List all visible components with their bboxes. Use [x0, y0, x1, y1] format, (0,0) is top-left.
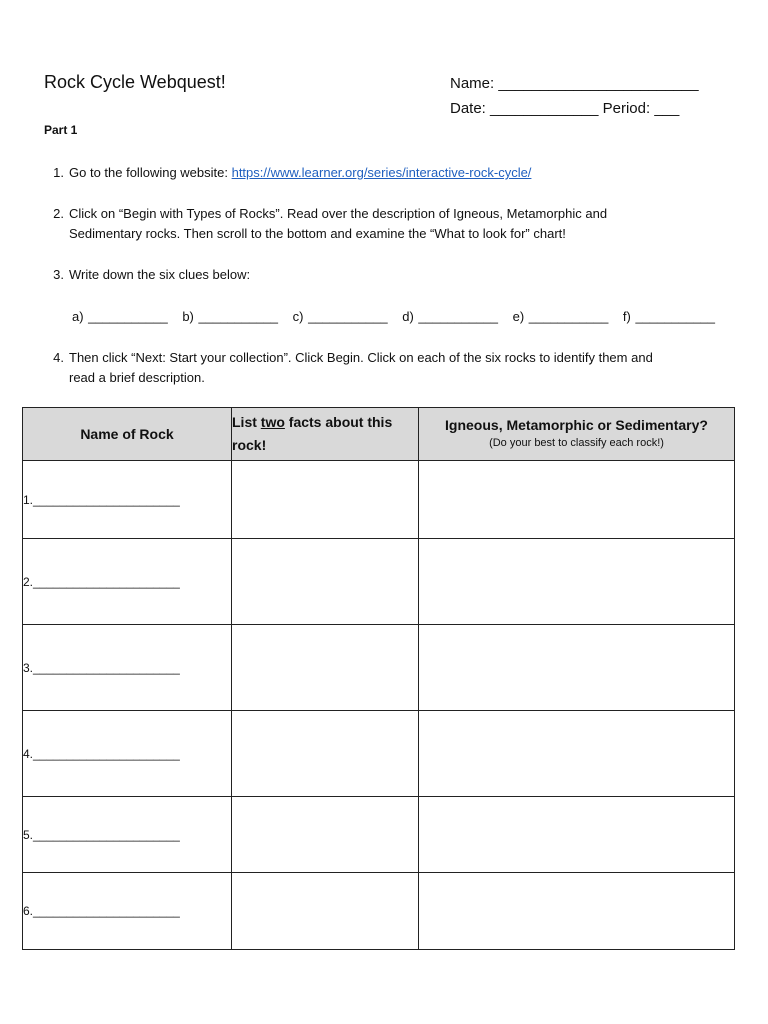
step-text: Then click “Next: Start your collection”. Click Begin. Click on each of the six rocks to identify them and read a brief description. — [69, 350, 653, 385]
classification-cell — [419, 711, 735, 797]
part-label: Part 1 — [44, 123, 78, 137]
step-text: Write down the six clues below: — [69, 267, 251, 282]
table-row — [23, 461, 735, 539]
table-row — [23, 539, 735, 625]
header-name-of-rock: Name of Rock — [23, 408, 232, 461]
date-period-field: Date: _____________ Period: ___ — [450, 100, 680, 117]
classification-cell — [419, 873, 735, 950]
table-row — [23, 711, 735, 797]
facts-cell — [232, 625, 419, 711]
header-classification: Igneous, Metamorphic or Sedimentary? (Do your best to classify each rock!) — [419, 408, 735, 461]
table-row — [23, 797, 735, 873]
step-number: 3. — [53, 267, 64, 282]
clue-blanks — [72, 309, 725, 324]
worksheet-title: Rock Cycle Webquest! — [44, 72, 226, 92]
rock-name-blank: 3.______________________ — [23, 625, 232, 711]
header-two-facts: List two facts about this rock! — [232, 408, 419, 461]
classification-cell — [419, 539, 735, 625]
rock-name-blank: 6.______________________ — [23, 873, 232, 950]
step-number: 2. — [53, 206, 64, 221]
step-text: Click on “Begin with Types of Rocks”. Read over the description of Igneous, Metamorphic and Sedimentary rocks. Then scroll to the bottom and examine the “What to look for” chart! — [69, 206, 608, 241]
clue-blank: c) ___________ — [292, 309, 388, 324]
rock-name-blank: 4.______________________ — [23, 711, 232, 797]
learner-link[interactable]: https://www.learner.org/series/interactive-rock-cycle/ — [231, 165, 532, 180]
classification-cell — [419, 461, 735, 539]
step-text: Go to the following website: https://www.learner.org/series/interactive-rock-cycle/ — [69, 165, 532, 180]
rock-name-blank: 5.______________________ — [23, 797, 232, 873]
clue-blank: a) ___________ — [72, 309, 168, 324]
rock-name-blank: 1.______________________ — [23, 461, 232, 539]
clue-blank: d) ___________ — [402, 309, 498, 324]
facts-cell — [232, 461, 419, 539]
facts-cell — [232, 873, 419, 950]
clue-blank: b) ___________ — [182, 309, 279, 324]
facts-cell — [232, 711, 419, 797]
table-row — [23, 625, 735, 711]
clue-blank: e) ___________ — [512, 309, 609, 324]
facts-cell — [232, 539, 419, 625]
facts-cell — [232, 797, 419, 873]
step-number: 1. — [53, 165, 64, 180]
classification-cell — [419, 797, 735, 873]
step-number: 4. — [53, 350, 64, 365]
table-row — [23, 873, 735, 950]
rock-table — [22, 407, 735, 950]
rock-name-blank: 2.______________________ — [23, 539, 232, 625]
name-field: Name: ________________________ — [450, 75, 699, 92]
classification-cell — [419, 625, 735, 711]
clue-blank: f) ___________ — [622, 309, 716, 324]
